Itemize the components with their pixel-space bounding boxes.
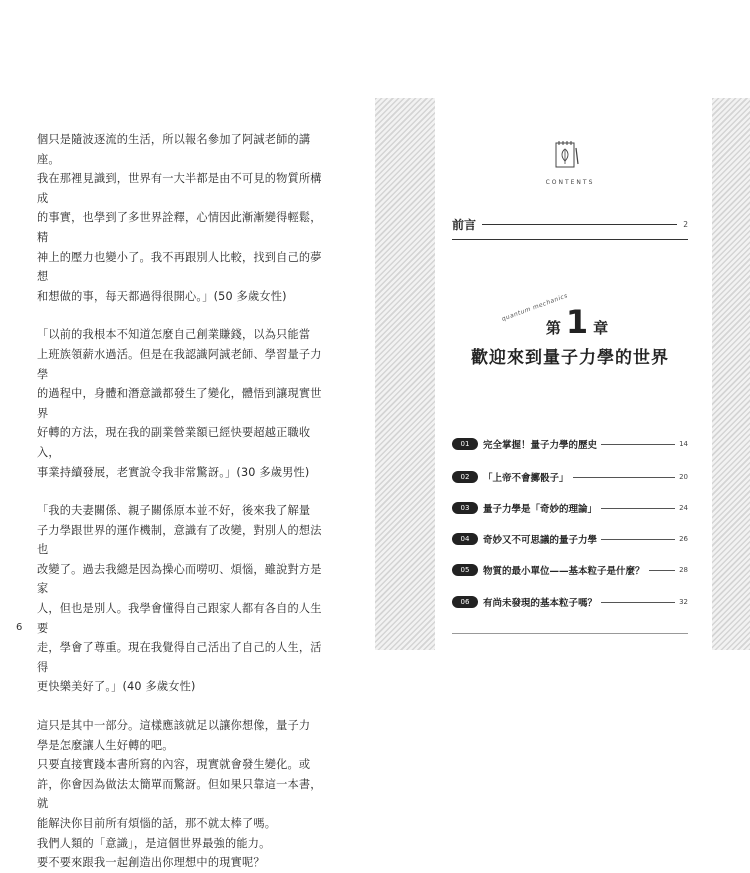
toc-number-badge: 03 <box>452 502 478 514</box>
toc-item[interactable] <box>452 531 688 547</box>
text-line: 學是怎麼讓人生好轉的吧。 <box>37 738 174 752</box>
text-line: 「以前的我根本不知道怎麼自己創業賺錢，以為只能當 <box>37 328 311 342</box>
quantum-label: quantum mechanics <box>500 292 569 323</box>
chapter-title: 歡迎來到量子力學的世界 <box>471 348 669 368</box>
toc-item[interactable] <box>452 436 688 452</box>
text-line: 改變了。過去我總是因為操心而嘮叨、煩惱，雖說對方是家 <box>37 562 322 596</box>
toc-title: 量子力學是「奇妙的理論」 <box>483 504 598 515</box>
decorative-stripe-left <box>375 98 435 650</box>
paragraph <box>37 130 329 306</box>
toc-title: 有尚未發現的基本粒子嗎？ <box>483 598 598 609</box>
toc-number-badge: 04 <box>452 533 478 545</box>
text-line: 更快樂美好了。」(40 多歲女性) <box>37 680 196 694</box>
toc-title: 「上帝不會擲骰子」 <box>483 473 569 484</box>
contents-label: CONTENTS <box>545 179 595 186</box>
left-page-text <box>37 130 329 873</box>
toc-page: 24 <box>679 504 688 512</box>
toc-number-badge: 05 <box>452 564 478 576</box>
divider <box>452 239 688 240</box>
toc-page: 26 <box>679 535 688 543</box>
text-line: 上班族領薪水過活。但是在我認識阿誠老師、學習量子力學 <box>37 347 322 381</box>
text-line: 的過程中，身體和潛意識都發生了變化，體悟到讓現實世界 <box>37 387 322 420</box>
text-line: 事業持續發展，老實說令我非常驚訝。」(30 多歲男性) <box>37 465 310 479</box>
paragraph <box>37 501 329 697</box>
text-line: 我們人類的「意識」，是這個世界最強的能力。 <box>37 836 271 850</box>
text-line: 只要直接實踐本書所寫的內容，現實就會發生變化。或 <box>37 758 311 772</box>
paragraph <box>37 325 329 482</box>
leader-line <box>601 539 675 540</box>
text-line: 和想做的事，每天都過得很開心。」(50 多歲女性) <box>37 289 287 303</box>
toc-item[interactable] <box>452 469 688 485</box>
text-line: 許，你會因為做法太簡單而驚訝。但如果只靠這一本書，就 <box>37 777 322 811</box>
text-line: 的事實，也學到了多世界詮釋，心情因此漸漸變得輕鬆，精 <box>37 211 322 244</box>
text-line: 我在那裡見識到，世界有一大半都是由不可見的物質所構成 <box>37 172 322 205</box>
chapter-prefix: 第 <box>545 319 561 337</box>
leader-line <box>601 602 675 603</box>
toc-preface[interactable] <box>452 216 688 232</box>
text-line: 「我的夫妻關係、親子關係原本並不好，後來我了解量 <box>37 504 311 518</box>
toc-page: 20 <box>679 473 688 481</box>
toc-page: 32 <box>679 598 688 606</box>
paragraph <box>37 716 329 873</box>
text-line: 這只是其中一部分。這樣應該就足以讓你想像，量子力 <box>37 719 311 733</box>
text-line: 走，學會了尊重。現在我覺得自己活出了自己的人生，活得 <box>37 641 322 674</box>
leader-line <box>649 570 675 571</box>
text-line: 好轉的方法，現在我的副業營業額已經快要超越正職收入， <box>37 426 311 459</box>
preface-page: 2 <box>683 219 688 229</box>
toc-title: 奇妙又不可思議的量子力學 <box>483 535 598 546</box>
leader-line <box>601 444 675 445</box>
decorative-stripe-right <box>712 98 750 650</box>
toc-item[interactable] <box>452 500 688 516</box>
preface-title: 前言 <box>452 217 477 232</box>
toc-number-badge: 01 <box>452 438 478 450</box>
chapter-number: 1 <box>565 303 589 341</box>
toc-number-badge: 02 <box>452 471 478 483</box>
leader-line <box>482 224 677 225</box>
toc-title: 完全掌握！量子力學的歷史 <box>483 440 598 451</box>
toc-page: 28 <box>679 566 688 574</box>
text-line: 能解決你目前所有煩惱的話，那不就太棒了嗎。 <box>37 817 277 830</box>
toc-item[interactable] <box>452 594 688 610</box>
chapter-heading <box>537 303 617 341</box>
toc-item[interactable] <box>452 562 688 578</box>
text-line: 個只是隨波逐流的生活，所以報名參加了阿誠老師的講座。 <box>37 133 311 166</box>
text-line: 人，但也是別人。我學會懂得自己跟家人都有各自的人生要 <box>37 602 322 635</box>
leader-line <box>601 508 675 509</box>
divider <box>452 633 688 634</box>
toc-page: 14 <box>679 440 688 448</box>
page-number: 6 <box>16 622 23 633</box>
text-line: 神上的壓力也變小了。我不再跟別人比較，找到自己的夢想 <box>37 250 322 284</box>
text-line: 要不要來跟我一起創造出你理想中的現實呢？ <box>37 856 265 870</box>
notebook-leaf-icon <box>554 140 580 170</box>
chapter-suffix: 章 <box>593 319 609 337</box>
text-line: 子力學跟世界的運作機制，意識有了改變，對別人的想法也 <box>37 523 322 557</box>
toc-title: 物質的最小單位——基本粒子是什麼？ <box>483 566 645 577</box>
toc-number-badge: 06 <box>452 596 478 608</box>
leader-line <box>573 477 675 478</box>
